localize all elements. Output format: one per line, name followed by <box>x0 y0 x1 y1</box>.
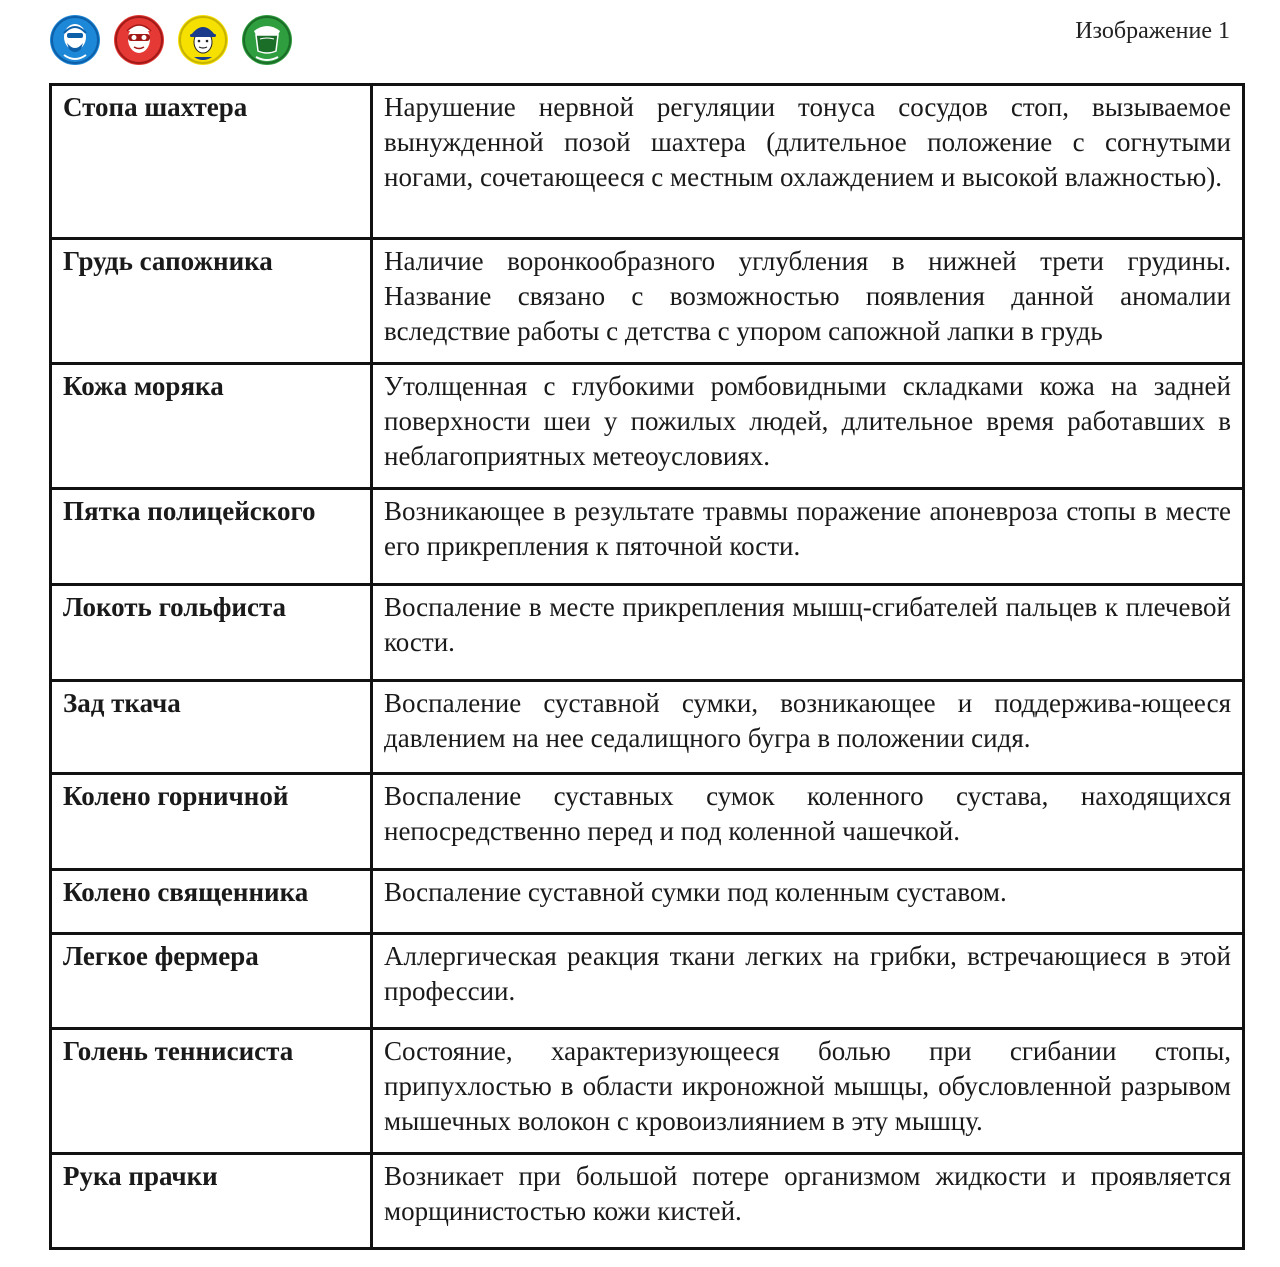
term-cell: Зад ткача <box>51 681 372 774</box>
term-cell: Легкое фермера <box>51 934 372 1029</box>
table-row <box>51 870 1244 934</box>
definition-cell: Нарушение нервной регуляции тонуса сосудов стоп, вызываемое вынужденной позой шахтера (длительное положение с согнутыми ногами, сочетающееся с местным охлаждением и высокой влажностью). <box>372 85 1244 239</box>
definition-cell: Воспаление суставных сумок коленного сустава, находящихся непосредственно перед и под коленной чашечкой. <box>372 774 1244 870</box>
definition-cell: Утолщенная с глубокими ромбовидными складками кожа на задней поверхности шеи у пожилых людей, длительное время работавших в неблагоприятных метеоусловиях. <box>372 364 1244 489</box>
table-row <box>51 239 1244 364</box>
hard-hat-worker-icon <box>178 15 228 65</box>
face-goggles-icon <box>114 15 164 65</box>
table-row <box>51 1029 1244 1154</box>
occupational-terms-table <box>49 83 1245 1250</box>
term-cell: Пятка полицейского <box>51 489 372 585</box>
term-cell: Голень теннисиста <box>51 1029 372 1154</box>
term-cell: Локоть гольфиста <box>51 585 372 681</box>
table-row <box>51 364 1244 489</box>
table-row <box>51 681 1244 774</box>
definition-cell: Воспаление суставной сумки, возникающее и поддержива-ющееся давлением на нее седалищного бугра в положении сидя. <box>372 681 1244 774</box>
definition-cell: Воспаление суставной сумки под коленным суставом. <box>372 870 1244 934</box>
table-row <box>51 774 1244 870</box>
term-cell: Стопа шахтера <box>51 85 372 239</box>
definition-cell: Воспаление в месте прикрепления мышц-сгибателей пальцев к плечевой кости. <box>372 585 1244 681</box>
definition-cell: Возникает при большой потере организмом жидкости и проявляется морщинистостью кожи кистей. <box>372 1154 1244 1249</box>
term-cell: Рука прачки <box>51 1154 372 1249</box>
term-cell: Колено горничной <box>51 774 372 870</box>
definition-cell: Состояние, характеризующееся болью при сгибании стопы, припухлостью в области икроножной мышцы, обусловленной разрывом мышечных волокон с кровоизлиянием в эту мышцу. <box>372 1029 1244 1154</box>
table-row <box>51 85 1244 239</box>
term-cell: Грудь сапожника <box>51 239 372 364</box>
term-cell: Колено священника <box>51 870 372 934</box>
figure-caption: Изображение 1 <box>1075 18 1230 44</box>
table-row <box>51 585 1244 681</box>
safety-icons-group <box>50 15 292 65</box>
definition-cell: Возникающее в результате травмы поражение апоневроза стопы в месте его прикрепления к пяточной кости. <box>372 489 1244 585</box>
definition-cell: Аллергическая реакция ткани легких на грибки, встречающиеся в этой профессии. <box>372 934 1244 1029</box>
face-shield-icon <box>242 15 292 65</box>
face-respirator-icon <box>50 15 100 65</box>
page-header <box>0 0 1280 80</box>
table-row <box>51 934 1244 1029</box>
table-row <box>51 1154 1244 1249</box>
definition-cell: Наличие воронкообразного углубления в нижней трети грудины. Название связано с возможностью появления данной аномалии вследствие работы с детства с упором сапожной лапки в грудь <box>372 239 1244 364</box>
table-row <box>51 489 1244 585</box>
term-cell: Кожа моряка <box>51 364 372 489</box>
